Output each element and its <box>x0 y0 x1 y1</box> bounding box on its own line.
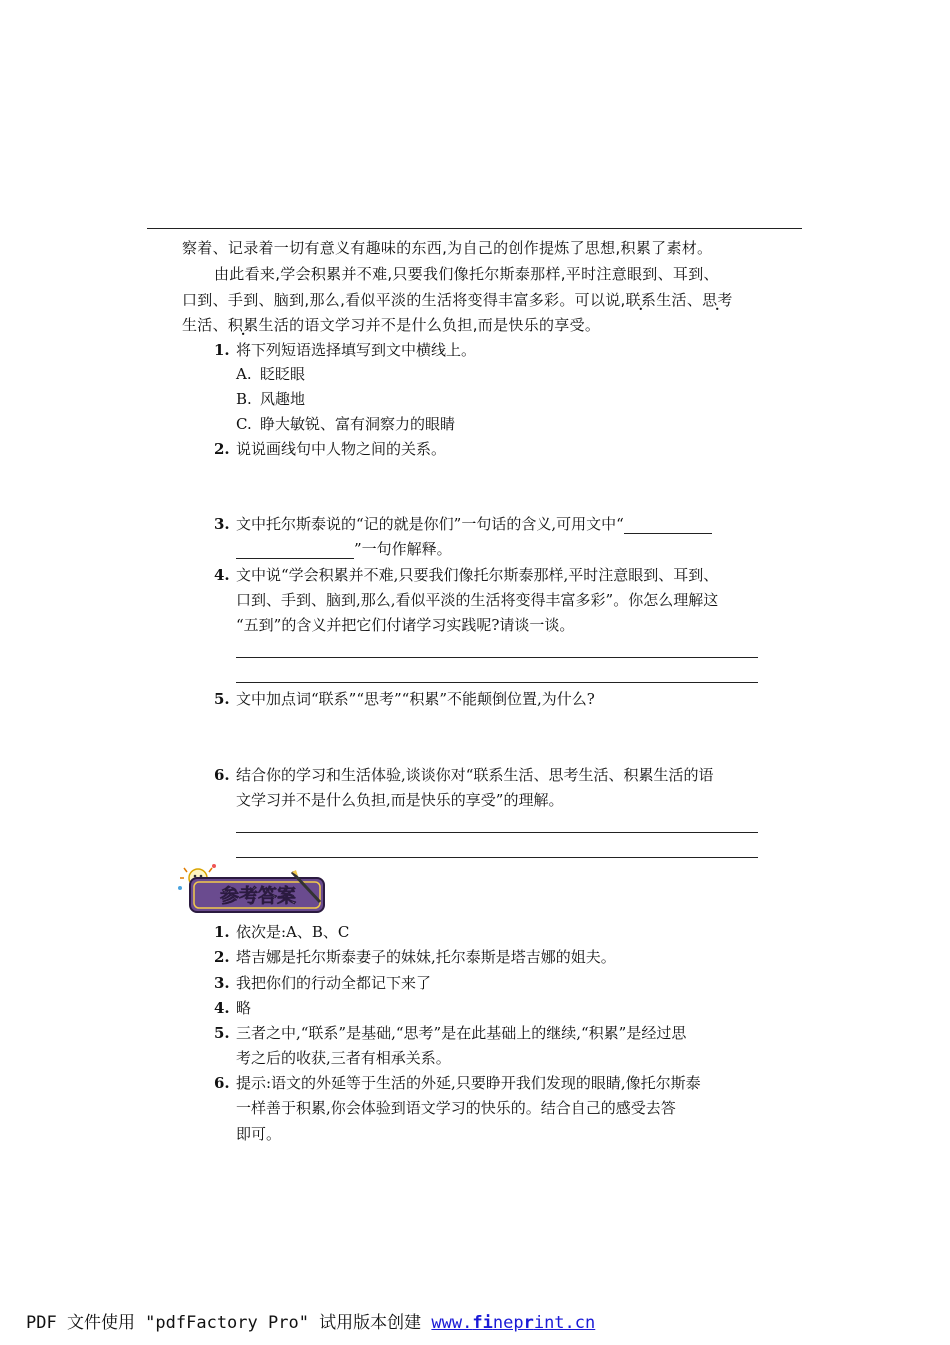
question-1 <box>214 340 476 360</box>
passage-text: 生活、 <box>182 316 228 334</box>
dotted-word-sikao: 思考 <box>702 291 733 309</box>
badge-label: 参考答案 <box>219 885 297 907</box>
answer-text: 塔吉娜是托尔斯泰妻子的妹妹,托尔泰斯是塔吉娜的姐夫。 <box>236 948 616 966</box>
option-label: B. <box>236 390 252 408</box>
answer-number: 1. <box>214 923 230 941</box>
answer-text: 三者之中,“联系”是基础,“思考”是在此基础上的继续,“积累”是经过思 <box>236 1024 687 1042</box>
option-label: C. <box>236 415 252 433</box>
passage-text: 生活的语文学习并不是什么负担,而是快乐的享受。 <box>258 316 601 334</box>
question-6-line2: 文学习并不是什么负担,而是快乐的享受”的理解。 <box>236 791 564 809</box>
question-number: 3. <box>214 515 230 533</box>
answer-5 <box>214 1023 686 1043</box>
answer-line[interactable] <box>236 832 758 833</box>
passage-text: 口到、手到、脑到,那么,看似平淡的生活将变得丰富多彩。可以说, <box>182 291 626 309</box>
answer-number: 3. <box>214 974 230 992</box>
question-number: 5. <box>214 690 230 708</box>
answer-blank[interactable] <box>236 542 354 559</box>
question-4-line2: 口到、手到、脑到,那么,看似平淡的生活将变得丰富多彩”。你怎么理解这 <box>236 591 719 609</box>
answer-5-line2: 考之后的收获,三者有相承关系。 <box>236 1049 451 1067</box>
question-text: 结合你的学习和生活体验,谈谈你对“联系生活、思考生活、积累生活的语 <box>236 766 714 784</box>
header-rule <box>147 228 802 229</box>
answer-6-line3: 即可。 <box>236 1125 282 1143</box>
answer-line[interactable] <box>236 657 758 658</box>
question-number: 6. <box>214 766 230 784</box>
passage-line <box>182 315 600 335</box>
question-5 <box>214 689 595 709</box>
answer-number: 4. <box>214 999 230 1017</box>
option-label: A. <box>236 365 252 383</box>
dotted-word-jilei: 积累 <box>227 316 259 334</box>
answer-2 <box>214 947 616 967</box>
question-number: 1. <box>214 341 230 359</box>
answer-text: 我把你们的行动全都记下来了 <box>236 974 432 992</box>
question-3 <box>214 514 712 534</box>
question-text: 文中加点词“联系”“思考”“积累”不能颠倒位置,为什么? <box>236 690 595 708</box>
answer-number: 6. <box>214 1074 230 1092</box>
footer-link[interactable]: www.fineprint.cn <box>431 1313 596 1333</box>
answer-blank[interactable] <box>624 517 712 534</box>
option-b <box>236 389 305 409</box>
passage-text: 生活、 <box>656 291 703 309</box>
answers-badge <box>174 862 330 918</box>
answer-1 <box>214 922 349 942</box>
answer-line[interactable] <box>236 682 758 683</box>
option-a <box>236 364 305 384</box>
option-c <box>236 414 455 434</box>
footer-text: PDF 文件使用 "pdfFactory Pro" 试用版本创建 <box>26 1313 432 1333</box>
passage-line <box>182 290 733 310</box>
question-6 <box>214 765 713 785</box>
question-text: 文中托尔斯泰说的“记的就是你们”一句话的含义,可用文中“ <box>236 515 624 533</box>
question-text: 文中说“学会积累并不难,只要我们像托尔斯泰那样,平时注意眼到、耳到、 <box>236 566 719 584</box>
answer-text: 提示:语文的外延等于生活的外延,只要睁开我们发现的眼睛,像托尔斯泰 <box>236 1074 701 1092</box>
question-4 <box>214 565 718 585</box>
pdf-footer <box>26 1308 595 1333</box>
answer-line[interactable] <box>236 857 758 858</box>
answer-text: 略 <box>236 999 252 1017</box>
option-text: 风趣地 <box>260 390 306 408</box>
question-2 <box>214 439 446 459</box>
question-3-cont <box>236 539 452 559</box>
question-4-line3: “五到”的含义并把它们付诸学习实践呢?请谈一谈。 <box>236 616 575 634</box>
answer-number: 2. <box>214 948 230 966</box>
passage-line: 察着、记录着一切有意义有趣味的东西,为自己的创作提炼了思想,积累了素材。 <box>182 239 713 257</box>
dotted-word-lianxi: 联系 <box>625 291 657 309</box>
question-number: 4. <box>214 566 230 584</box>
answer-3 <box>214 973 431 993</box>
question-number: 2. <box>214 440 230 458</box>
question-text: 将下列短语选择填写到文中横线上。 <box>236 341 477 359</box>
answer-6 <box>214 1073 701 1093</box>
passage-line: 由此看来,学会积累并不难,只要我们像托尔斯泰那样,平时注意眼到、耳到、 <box>214 265 719 283</box>
answer-4 <box>214 998 251 1018</box>
question-text: 说说画线句中人物之间的关系。 <box>236 440 447 458</box>
option-text: 眨眨眼 <box>260 365 306 383</box>
question-text: ”一句作解释。 <box>354 540 452 558</box>
answer-6-line2: 一样善于积累,你会体验到语文学习的快乐的。结合自己的感受去答 <box>236 1099 676 1117</box>
answer-text: 依次是:A、B、C <box>236 923 350 941</box>
option-text: 睁大敏锐、富有洞察力的眼睛 <box>260 415 456 433</box>
answer-number: 5. <box>214 1024 230 1042</box>
